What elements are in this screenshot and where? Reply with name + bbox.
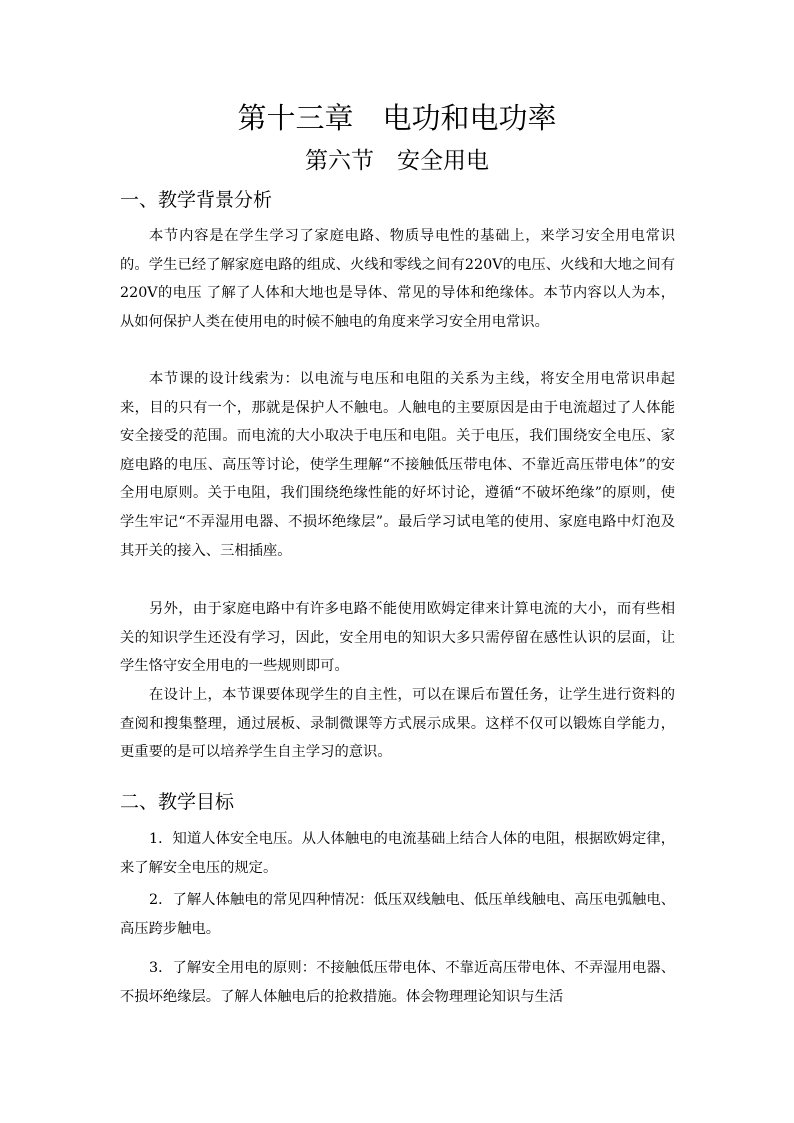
paragraph: 本节课的设计线索为：以电流与电压和电阻的关系为主线，将安全用电常识串起来，目的只有一个，那就是保护人不触电。人触电的主要原因是由于电流超过了人体能安全接受的范围。而电流的大小取决于电压和电阻。关于电压，我们围绕安全电压、家庭电路的电压、高压等讨论，使学生理解“不接触低压带电体、不靠近高压带电体”的安全用电原则。关于电阻，我们围绕绝缘性能的好坏讨论，遵循“不破坏绝缘”的原则，使学生牢记“不弄湿用电器、不损坏绝缘层”。最后学习试电笔的使用、家庭电路中灯泡及其开关的接入、三相插座。 xyxy=(120,371,675,559)
section-heading-background: 一、教学背景分析 xyxy=(120,189,273,211)
paragraph: 另外，由于家庭电路中有许多电路不能使用欧姆定律来计算电流的大小，而有些相关的知识学生还没有学习，因此，安全用电的知识大多只需停留在感性认识的层面，让学生恪守安全用电的一些规则即可。 xyxy=(120,601,675,675)
section-heading-objectives: 二、教学目标 xyxy=(120,791,235,813)
objective-item: 1．知道人体安全电压。从人体触电的电流基础上结合人体的电阻，根据欧姆定律，来了解安全电压的规定。 xyxy=(120,831,675,876)
objective-item: 3．了解安全用电的原则：不接触低压带电体、不靠近高压带电体、不弄湿用电器、不损坏绝缘层。了解人体触电后的抢救措施。体会物理理论知识与生活 xyxy=(120,960,675,1005)
paragraph: 本节内容是在学生学习了家庭电路、物质导电性的基础上，来学习安全用电常识的。学生已经了解家庭电路的组成、火线和零线之间有220V的电压、火线和大地之间有220V的电压 了解了人体和大地也是导体、常见的导体和绝缘体。本节内容以人为本，从如何保护人类在使用电的时候不触电的角度来学习安全用电常识。 xyxy=(120,228,675,330)
chapter-title: 第十三章 电功和电功率 xyxy=(237,101,557,135)
paragraph: 在设计上，本节课要体现学生的自主性，可以在课后布置任务，让学生进行资料的查阅和搜集整理，通过展板、录制微课等方式展示成果。这样不仅可以锻炼自学能力，更重要的是可以培养学生自主学习的意识。 xyxy=(120,687,675,761)
objective-item: 2．了解人体触电的常见四种情况：低压双线触电、低压单线触电、高压电弧触电、高压跨步触电。 xyxy=(120,892,675,937)
section-title: 第六节 安全用电 xyxy=(305,148,489,174)
